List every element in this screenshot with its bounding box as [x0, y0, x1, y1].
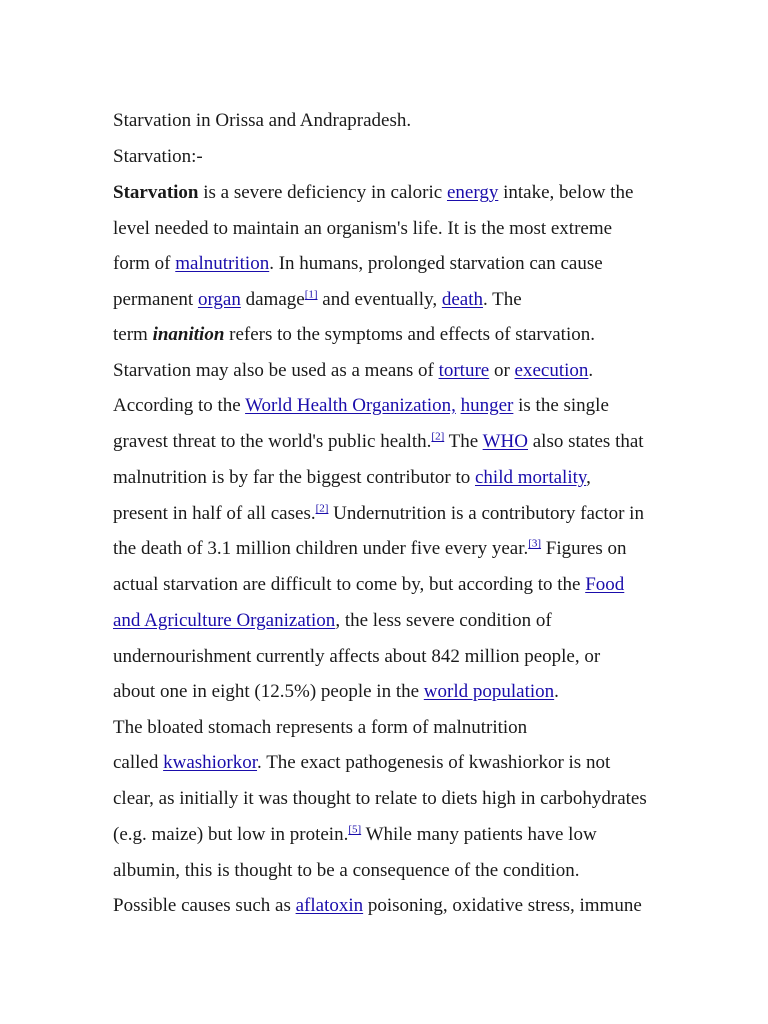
link-organ[interactable]: organ [197, 289, 241, 310]
text-run: form of [113, 253, 176, 274]
link-malnutrition[interactable]: malnutrition [175, 253, 270, 274]
text-run: actual starvation are difficult to come by, but according to the [113, 574, 586, 595]
link-food-and-agriculture-organization[interactable]: Food [585, 574, 625, 595]
paragraph-line [113, 645, 600, 669]
text-run: poisoning, oxidative stress, immune [363, 895, 642, 916]
text-run: about one in eight (12.5%) people in the [113, 681, 424, 702]
text-run: . The exact pathogenesis of kwashiorkor is not [257, 752, 611, 773]
text-run: Possible causes such as [113, 895, 296, 916]
paragraph-line [113, 573, 624, 597]
text-run: is a severe deficiency in caloric [198, 182, 447, 203]
text-run: present in half of all cases. [113, 503, 316, 524]
link-world-health-organization[interactable]: World Health Organization, [245, 395, 456, 416]
paragraph-line [113, 430, 644, 454]
paragraph-line [113, 537, 627, 561]
text-run: permanent [113, 289, 198, 310]
link-death[interactable]: death [441, 289, 484, 310]
citation-link-2b[interactable]: [2] [315, 502, 329, 515]
link-food-and-agriculture-organization[interactable]: and Agriculture Organization [113, 610, 336, 631]
text-run: . The [483, 289, 522, 310]
link-child-mortality[interactable]: child mortality [475, 467, 587, 488]
text-run: term [113, 324, 153, 345]
text-run: gravest threat to the world's public health. [113, 431, 432, 452]
paragraph-line [113, 359, 593, 383]
text-run: . In humans, prolonged starvation can cause [269, 253, 603, 274]
text-run: (e.g. maize) but low in protein. [113, 824, 349, 845]
citation-link-5[interactable]: [5] [348, 823, 362, 836]
text-run: , [586, 467, 591, 488]
paragraph-line [113, 252, 603, 276]
text-run: The [444, 431, 483, 452]
text-run: Undernutrition is a contributory factor in [328, 503, 644, 524]
citation-ref-2b [316, 503, 329, 515]
link-energy[interactable]: energy [446, 182, 499, 203]
text-run: . [554, 681, 559, 702]
paragraph-line [113, 217, 612, 241]
document-title [113, 109, 411, 133]
text-run: While many patients have low [361, 824, 597, 845]
paragraph-line [113, 823, 597, 847]
paragraph-line [113, 751, 610, 775]
paragraph-line [113, 859, 579, 883]
text-run: refers to the symptoms and effects of starvation. [224, 324, 595, 345]
paragraph-line [113, 609, 552, 633]
link-kwashiorkor[interactable]: kwashiorkor [163, 752, 258, 773]
bold-italic-term-inanition: inanition [152, 324, 225, 345]
paragraph-line [113, 787, 647, 811]
text-run: The bloated stomach represents a form of malnutrition [113, 717, 528, 738]
link-world-population[interactable]: world population [423, 681, 555, 702]
text-run: According to the [113, 395, 246, 416]
text-run: intake, below the [498, 182, 634, 203]
text-run: and eventually, [317, 289, 442, 310]
text-run: is the single [513, 395, 609, 416]
paragraph-line [113, 716, 527, 740]
text-run: or [489, 360, 515, 381]
bold-term-starvation: Starvation [113, 182, 199, 203]
citation-link-3[interactable]: [3] [528, 537, 542, 550]
text-run: . [588, 360, 594, 381]
link-who[interactable]: WHO [482, 431, 528, 452]
title-text: Starvation in Orissa and Andrapradesh. [113, 110, 412, 131]
text-run: , the less severe condition of [335, 610, 552, 631]
text-run: Starvation may also be used as a means of [113, 360, 439, 381]
paragraph-line [113, 680, 559, 704]
paragraph-line [113, 288, 522, 312]
citation-link-2[interactable]: [2] [431, 430, 445, 443]
citation-ref-2 [431, 431, 444, 443]
text-run: called [113, 752, 164, 773]
paragraph-line [113, 394, 609, 418]
text-run: Figures on [541, 538, 627, 559]
text-run: also states that [528, 431, 644, 452]
link-execution[interactable]: execution [514, 360, 589, 381]
citation-link-1[interactable]: [1] [304, 288, 318, 301]
link-aflatoxin[interactable]: aflatoxin [295, 895, 364, 916]
text-run: clear, as initially it was thought to relate to diets high in carbohydrates [113, 788, 647, 809]
text-run: undernourishment currently affects about 842 million people, or [113, 646, 601, 667]
paragraph-line [113, 502, 644, 526]
heading-text: Starvation:- [113, 146, 203, 167]
text-run: damage [240, 289, 305, 310]
citation-ref-1 [305, 289, 318, 301]
paragraph-line [113, 181, 633, 205]
citation-ref-5 [348, 824, 361, 836]
link-hunger[interactable]: hunger [460, 395, 514, 416]
text-run: level needed to maintain an organism's life. It is the most extreme [113, 218, 613, 239]
link-torture[interactable]: torture [438, 360, 490, 381]
section-heading [113, 145, 203, 169]
text-run: albumin, this is thought to be a consequence of the condition. [113, 860, 580, 881]
paragraph-line [113, 466, 591, 490]
citation-ref-3 [528, 538, 541, 550]
paragraph-line [113, 323, 595, 347]
text-run: the death of 3.1 million children under five every year. [113, 538, 529, 559]
paragraph-line [113, 894, 642, 918]
text-run: malnutrition is by far the biggest contributor to [113, 467, 475, 488]
